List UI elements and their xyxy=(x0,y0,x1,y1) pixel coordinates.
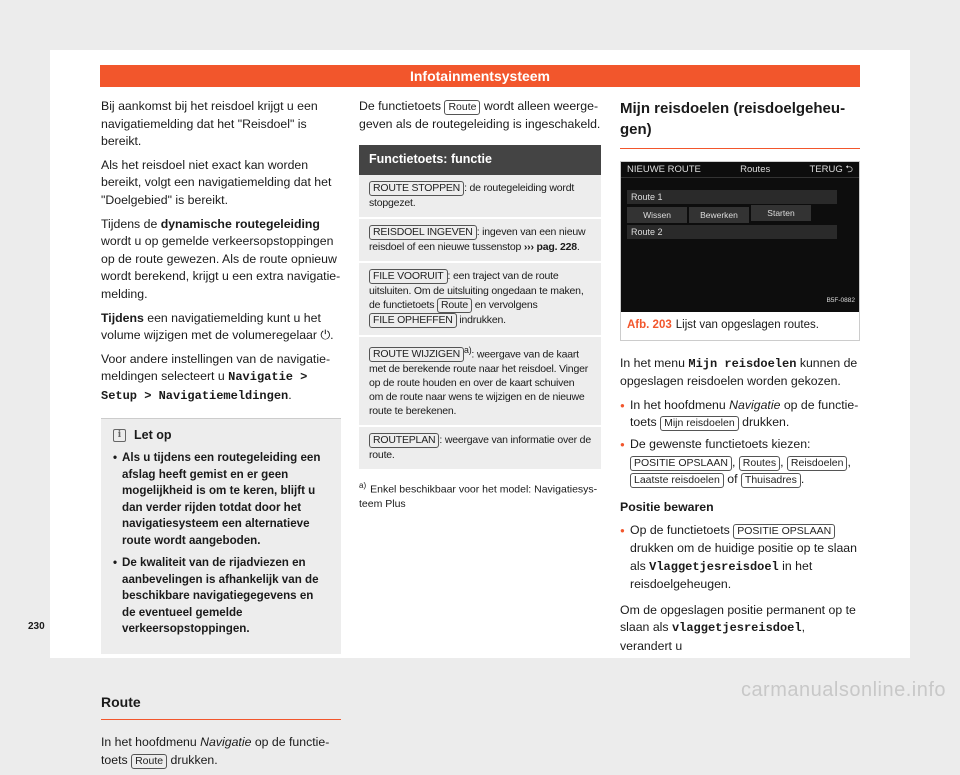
note-item: • De kwaliteit van de rijadviezen en aanbevelingen is afhankelijk van de beschikbare navigatiegegevens en de eventueel gemelde verkeersopstoppingen. xyxy=(113,555,329,638)
table-row: ROUTE WIJZIGEN $^{a)}$: weergave van de kaart met de berekende route naar het reisdoel. Vinger op de route houden en over de kaart schuiven om de route naar wens te wijzigen en de nieuwe route te berekenen. xyxy=(359,337,601,428)
paragraph: De functietoets Route wordt alleen weergegeven als de routegeleiding is ingeschakeld. xyxy=(359,99,601,131)
paragraph: Tijdens een navigatiemelding kunt u het volume wijzigen met de volumeregelaar ⏻. xyxy=(101,310,334,343)
section-title: Mijn reisdoelen (reisdoelgeheugen) xyxy=(620,98,860,149)
note-item: • Als u tijdens een routegeleiding een afslag heeft gemist en er geen mogelijkheid is om te keren, blijft u dan verder rijden totdat door het navigatiesysteem een alternatieve route wordt aangeboden. xyxy=(113,450,329,549)
paragraph: Voor andere instellingen van de navigatiemeldingen selecteert u Navigatie > Setup > Navigatiemeldingen. xyxy=(101,351,331,403)
figure-caption: Afb. 203 Lijst van opgeslagen routes. xyxy=(627,319,819,331)
column-right xyxy=(620,98,860,662)
screen-title: Routes xyxy=(740,163,771,175)
column-middle xyxy=(359,98,601,511)
page-header: Infotainmentsysteem xyxy=(100,65,860,87)
paragraph: Bij aankomst bij het reisdoel krijgt u een navigatiemelding dat het "Reisdoel" is bereikt. xyxy=(101,99,318,149)
page-ref-link[interactable]: ››› pag. 228 xyxy=(523,240,577,253)
paragraph: Om de opgeslagen positie permanent op te slaan als vlaggetjesreisdoel, verandert u xyxy=(620,602,856,653)
infotainment-screen xyxy=(621,162,859,312)
delete-button[interactable]: Wissen xyxy=(627,207,687,223)
paragraph: In het hoofdmenu Navigatie op de functietoets Route drukken. xyxy=(101,735,330,767)
power-icon: ⏻ xyxy=(320,328,331,343)
table-row: ROUTE STOPPEN : de routegeleiding wordt stopgezet. xyxy=(359,175,601,219)
footnote: $^{a)}$ Enkel beschikbaar voor het model: Navigatiesysteem Plus xyxy=(359,481,598,510)
caution-note: i Let op • Als u tijdens een routegeleiding een afslag heeft gemist en er geen mogelijkheid is om te keren, blijft u dan verder rijden totdat door het navigatiesysteem een alternatieve route wordt aangeboden. • De kwaliteit van de rijadviezen en aanbevelingen is afhankelijk van de beschikbare navigatiegegevens en de eventueel gemelde verkeersopstoppingen. xyxy=(101,418,341,654)
table-row: ROUTEPLAN : weergave van informatie over de route. xyxy=(359,427,601,471)
route-list-item[interactable]: Route 2 xyxy=(627,225,837,239)
watermark: carmanualsonline.info xyxy=(740,679,946,701)
route-list-item[interactable]: Route 1 xyxy=(627,190,837,204)
figure-code: B5F-0882 xyxy=(826,297,855,305)
bullet-item: ● De gewenste functietoets kiezen: POSITIE OPSLAAN , Routes , Reisdoelen , Laatste reisdoelen of Thuisadres . xyxy=(620,436,860,489)
column-left xyxy=(101,98,341,775)
subheading: Positie bewaren xyxy=(620,499,714,514)
info-icon: i xyxy=(113,429,126,442)
paragraph: In het menu Mijn reisdoelen kunnen de opgeslagen reisdoelen worden gekozen. xyxy=(620,355,858,389)
table-title: Functietoets: functie xyxy=(359,145,601,175)
figure xyxy=(620,161,860,341)
edit-button[interactable]: Bewerken xyxy=(689,207,749,223)
back-arrow-icon: ⮌ xyxy=(845,163,853,175)
page-number: 230 xyxy=(28,621,45,632)
section-title: Route xyxy=(101,694,341,721)
route-key: Route xyxy=(131,754,167,769)
back-button[interactable]: TERUG ⮌ xyxy=(809,163,853,175)
start-button[interactable]: Starten xyxy=(751,205,811,221)
paragraph: Als het reisdoel niet exact kan worden bereikt, volgt een navigatiemelding dat het "Doelgebied" is bereikt. xyxy=(101,157,332,207)
route-key: Route xyxy=(444,100,480,115)
paragraph: Tijdens de dynamische routegeleiding wordt u op gemelde verkeersopstoppingen op de route gewezen. Als de route opnieuw wordt berekend, krijgt u een extra navigatiemelding. xyxy=(101,216,341,301)
new-route-button[interactable]: NIEUWE ROUTE xyxy=(627,163,701,175)
table-row: FILE VOORUIT : een traject van de route uitsluiten. Om de uitsluiting ongedaan te maken, de functietoets Route en vervolgens FILE OPHEFFEN indrukken. xyxy=(359,263,601,337)
table-row: REISDOEL INGEVEN : ingeven van een nieuw reisdoel of een nieuwe tussenstop ››› pag. 228. xyxy=(359,219,601,263)
bullet-item: ● In het hoofdmenu Navigatie op de functietoets Mijn reisdoelen drukken. xyxy=(620,397,860,432)
bullet-item: ● Op de functietoets POSITIE OPSLAAN drukken om de huidige positie op te slaan als Vlaggetjesreisdoel in het reisdoelgeheugen. xyxy=(620,522,860,593)
